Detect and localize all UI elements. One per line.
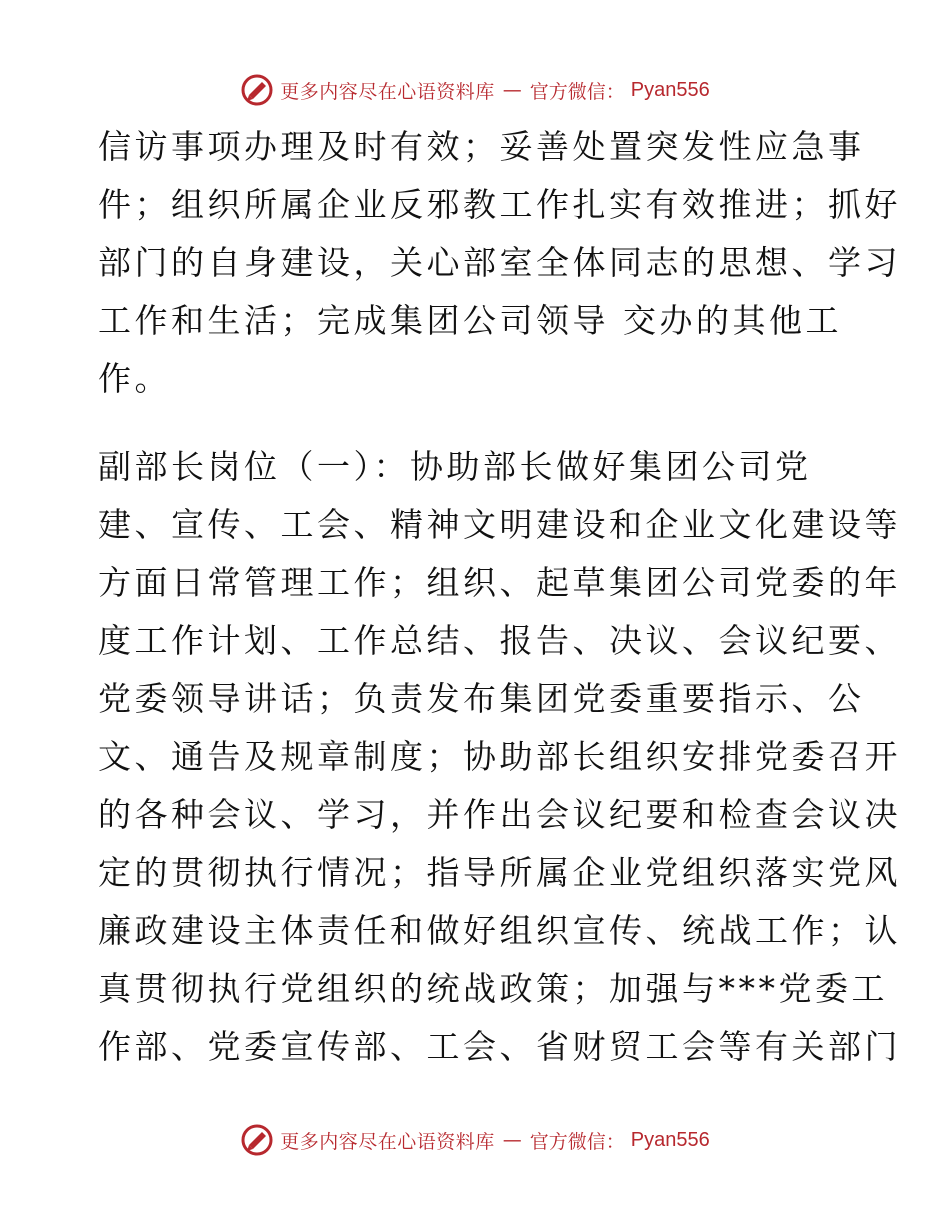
text-line: 建、宣传、工会、精神文明建设和企业文化建设等 <box>98 505 901 544</box>
text-line: 的各种会议、学习，并作出会议纪要和检查会议决 <box>98 795 901 834</box>
text-line: 文、通告及规章制度；协助部长组织安排党委召开 <box>98 737 901 776</box>
paragraph-2 <box>98 438 901 1076</box>
text-line: 定的贯彻执行情况；指导所属企业党组织落实党风 <box>98 853 901 892</box>
brand-logo-icon <box>240 1123 274 1157</box>
text-line: 副部长岗位（一）：协助部长做好集团公司党 <box>98 447 812 486</box>
footer-dash: — <box>502 1129 522 1151</box>
header-site-text: 更多内容尽在心语资料库 <box>280 80 495 103</box>
text-line: 作部、党委宣传部、工会、省财贸工会等有关部门 <box>98 1027 901 1066</box>
footer-wechat-label: 官方微信： <box>529 1130 625 1153</box>
brand-logo-icon <box>240 73 274 107</box>
header-wechat-id: Pyan556 <box>630 78 710 101</box>
header-banner <box>0 70 950 110</box>
text-line: 工作和生活；完成集团公司领导 交办的其他工 <box>98 301 842 340</box>
paragraph-1 <box>98 118 901 408</box>
text-line: 度工作计划、工作总结、报告、决议、会议纪要、 <box>98 621 901 660</box>
document-body <box>98 118 901 1076</box>
text-line: 党委领导讲话；负责发布集团党委重要指示、公 <box>98 679 865 718</box>
text-line: 廉政建设主体责任和做好组织宣传、统战工作；认 <box>98 911 901 950</box>
text-line: 真贯彻执行党组织的统战政策；加强与***党委工 <box>98 969 888 1008</box>
text-line: 部门的自身建设，关心部室全体同志的思想、学习 <box>98 243 901 282</box>
footer-site-text: 更多内容尽在心语资料库 <box>280 1130 495 1153</box>
footer-banner <box>0 1120 950 1160</box>
header-dash: — <box>502 79 522 101</box>
text-line: 件；组织所属企业反邪教工作扎实有效推进；抓好 <box>98 185 901 224</box>
text-line: 信访事项办理及时有效；妥善处置突发性应急事 <box>98 127 865 166</box>
header-wechat-label: 官方微信： <box>529 80 625 103</box>
text-line: 作。 <box>98 359 171 398</box>
footer-wechat-id: Pyan556 <box>630 1128 710 1151</box>
paragraph-gap <box>98 408 858 438</box>
text-line: 方面日常管理工作；组织、起草集团公司党委的年 <box>98 563 901 602</box>
